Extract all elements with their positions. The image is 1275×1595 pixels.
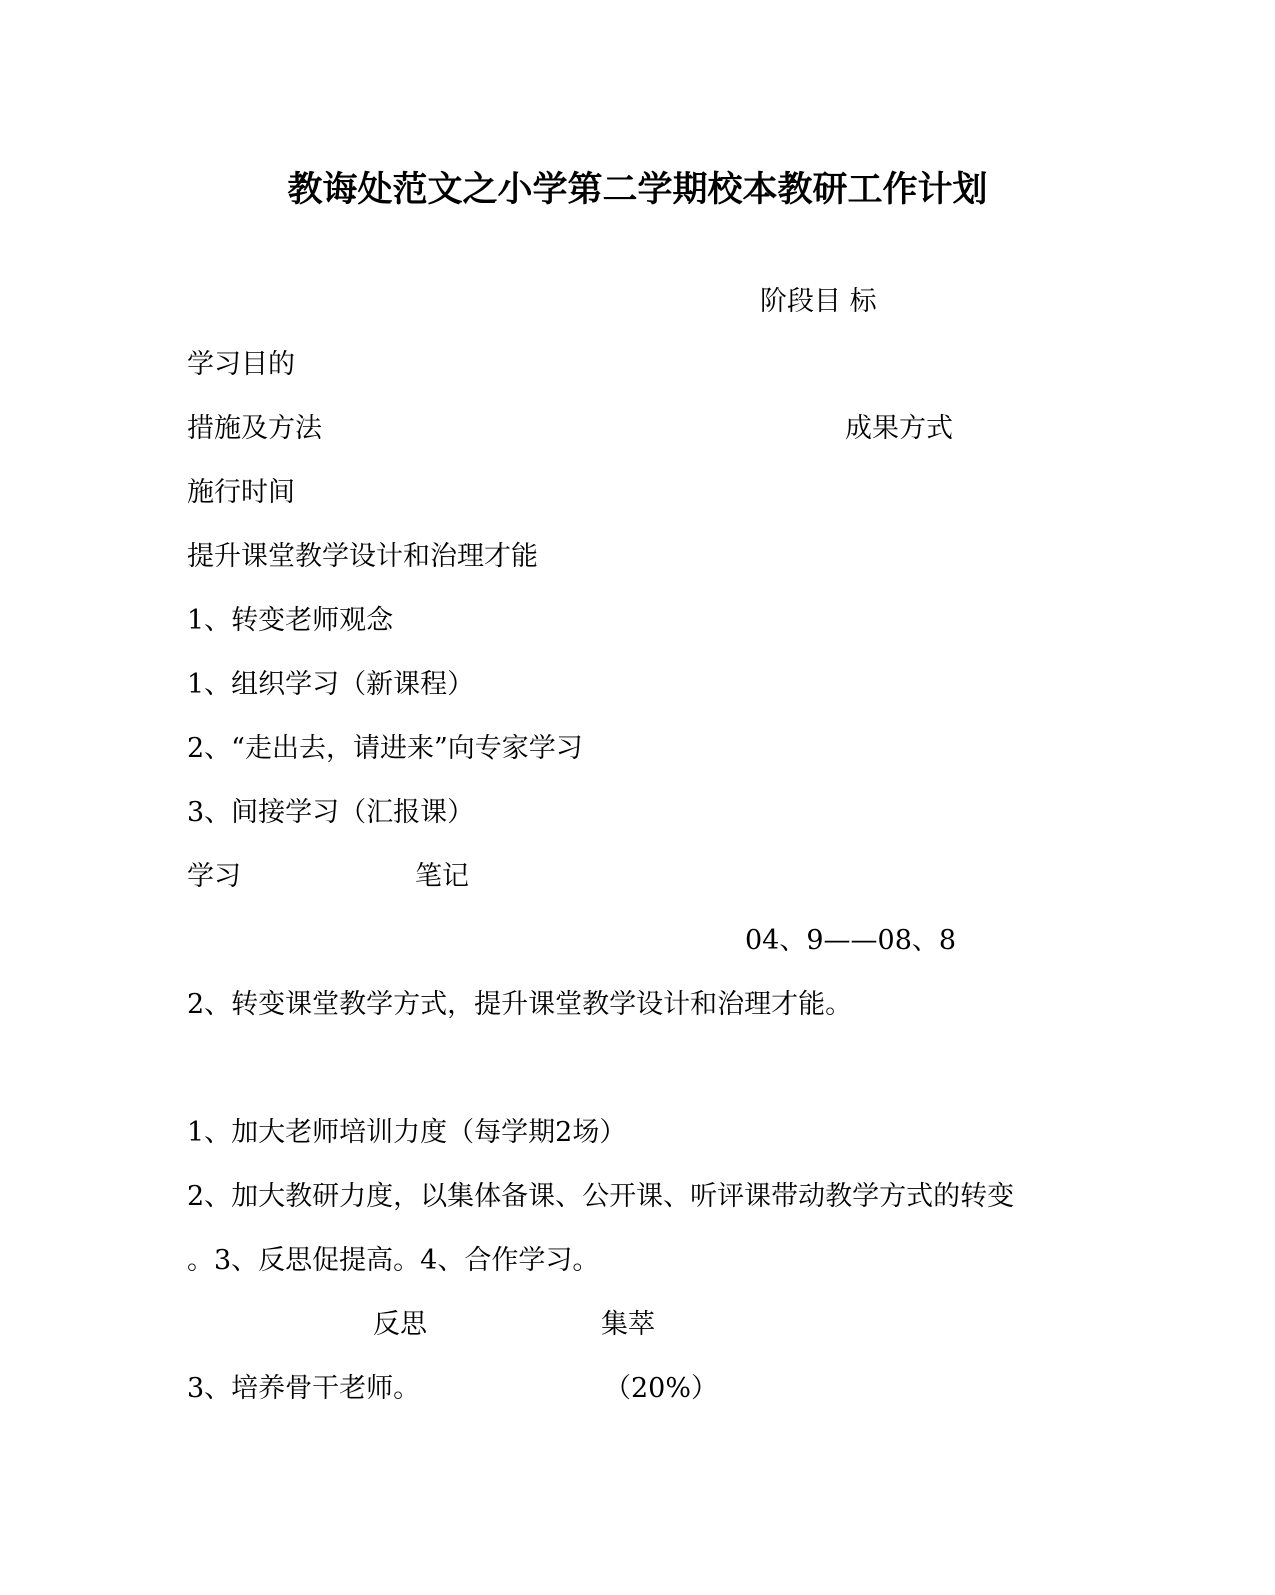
- study-text: 学习: [187, 861, 241, 892]
- item-1-3-text: 3、间接学习（汇报课）: [187, 797, 475, 828]
- item-1-1-text: 1、组织学习（新课程）: [187, 669, 475, 700]
- item-1-2-text: 2、“走出去，请进来”向专家学习: [187, 733, 583, 764]
- period-text: 04、9——08、8: [745, 925, 957, 956]
- item-2-2-text: 2、加大教研力度，以集体备课、公开课、听评课带动教学方式的转变: [187, 1181, 1015, 1212]
- improve-text: 提升课堂教学设计和治理才能: [187, 541, 538, 572]
- document-title: 教诲处范文之小学第二学期校本教研工作计划: [287, 169, 988, 210]
- percent-text: （20%）: [604, 1373, 719, 1404]
- stage-goal-text: 阶段目 标: [760, 286, 877, 317]
- notes-text: 笔记: [415, 861, 469, 892]
- study-purpose-text: 学习目的: [187, 349, 295, 380]
- measures-text: 措施及方法: [187, 413, 322, 444]
- collection-text: 集萃: [601, 1309, 655, 1340]
- item-3-text: 3、培养骨干老师。: [187, 1373, 421, 1404]
- item-2-1-text: 1、加大老师培训力度（每学期2场）: [187, 1117, 627, 1148]
- item-2-text: 2、转变课堂教学方式，提升课堂教学设计和治理才能。: [187, 989, 853, 1020]
- reflect-text: 反思: [373, 1309, 427, 1340]
- results-text: 成果方式: [845, 413, 953, 444]
- time-text: 施行时间: [187, 477, 295, 508]
- item-1-text: 1、转变老师观念: [187, 605, 394, 636]
- item-2-3-text: 。3、反思促提高。4、合作学习。: [187, 1245, 600, 1276]
